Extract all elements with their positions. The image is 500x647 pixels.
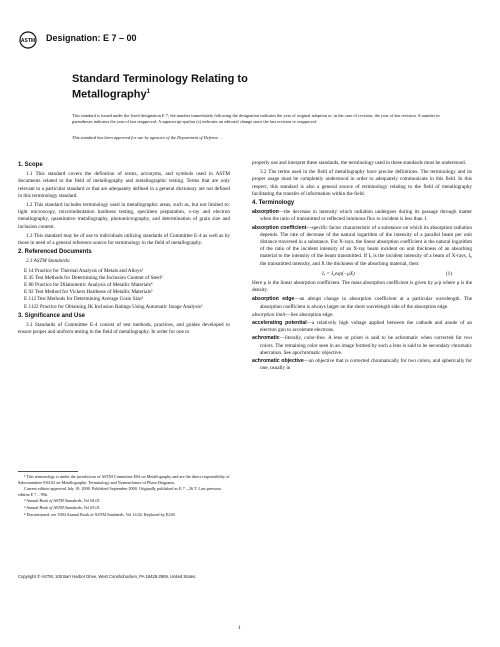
footnote: ¹ This terminology is under the jurisdiction of ASTM Committee E04 on Metallography and are the direct responsibility of Subcommittee E04.02 on Metallographic Terminology and Nomenclature of Phase Diagrams. xyxy=(18,474,230,485)
astm-standards-intro: 2.1 ASTM Standards: xyxy=(26,258,71,265)
copyright-line: Copyright © ASTM, 100 Barr Harbor Drive, West Conshohocken, PA 19428-2959, United States. xyxy=(18,574,197,579)
significance-heading: 3. Significance and Use xyxy=(18,312,86,319)
issuance-notice: This standard is issued under the fixed designation E 7; the number immediately following the designation indicates the year of original adoption or, in the case of revision, the year of last revision. A number in parentheses indicates the year of last reapproval. A superscript epsilon (ε) indicates an editorial change since the last revision or reapproval. xyxy=(72,113,440,124)
reference-item: E 80 Practice for Dilatometric Analysis of Metallic Materials⁴ xyxy=(24,282,153,289)
paragraph-1-2: 1.2 This standard includes terminology used in metallographic areas, such as, but not limited to: light microscopy, microindentation hardness testing, specimen preparation, x-ray and electron metallography, quantitative metallography, photomicrography, and determination of grain size and inclusion content. xyxy=(18,202,230,230)
term-name: achromatic xyxy=(252,335,280,342)
term-entry xyxy=(252,320,472,334)
title-footnote-mark: 1 xyxy=(146,89,150,95)
logo-text: ASTM xyxy=(20,38,36,44)
term-entry xyxy=(252,335,472,357)
referenced-documents-heading: 2. Referenced Documents xyxy=(18,249,92,256)
equation-row xyxy=(252,269,472,280)
document-title xyxy=(72,73,312,102)
term-definition: —an abrupt change in absorption coefficient at a particular wavelength. The absorption coefficient is always larger on the short wavelength side of the absorption edge. xyxy=(260,296,472,310)
footnotes xyxy=(18,474,230,518)
term-definition: —an objective that is corrected chromatically for two colors, and spherically for one, usually in xyxy=(260,358,472,372)
paragraph-1-1: 1.1 This standard covers the definition of terms, acronyms, and symbols used in ASTM documents related to the field of metallography and metallographic testing. Terms that are only relevant to a particular standard or that are adequately defined in a general dictionary are not defined in this terminology standard. xyxy=(18,171,230,199)
terminology-heading: 4. Terminology xyxy=(252,200,295,207)
term-name: absorption edge xyxy=(252,296,295,303)
footnote: ² Annual Book of ASTM Standards, Vol 04.01. xyxy=(24,498,101,504)
footnote-divider xyxy=(18,471,78,472)
title-text: Metallography xyxy=(72,88,147,101)
term-entry xyxy=(252,296,472,310)
term-definition: —specific factor characteristic of a substance on which its absorption radiation depends. The rate of decrease of the natural logarithm of the intensity of a parallel beam per unit distance traversed in a substance. For X-rays, the linear absorption coefficient is the natural logarithm of the ratio of the incident intensity of an X-ray beam incident on unit thickness of an absorbing material to the intensity of the beam transmitted. If Iₓ is the incident intensity of a beam of X-rays, I₀ the transmitted intensity, and X the thickness of the absorbing material, then: xyxy=(260,224,472,267)
term-entry xyxy=(252,225,472,268)
right-column xyxy=(252,160,472,373)
page-number: 1 xyxy=(238,625,241,631)
paragraph-3-1-continued: properly use and interpret these standards, the terminology used in these standards must be understood. xyxy=(252,160,467,166)
equation-explanation: Here μ is the linear absorption coefficient. The mass absorption coefficient is given by μ/ρ where ρ is the density. xyxy=(252,280,472,294)
term-name: absorption xyxy=(252,209,279,216)
term-definition: —the decrease in intensity which radiation undergoes during its passage through matter when the ratio of transmitted or reflected luminous flux to incident is less than 1. xyxy=(260,209,472,223)
equation: Iₓ = I₀exp(−μX) xyxy=(322,270,355,277)
reference-item: E 1122 Practice for Obtaining JK Inclusion Ratings Using Automatic Image Analysis³ xyxy=(24,303,203,310)
dod-approval-note: This standard has been approved for use by agencies of the Department of Defense. xyxy=(72,135,219,140)
paragraph-1-3: 1.3 This standard may be of use to individuals utilizing standards of Committee E-4 as well as by those in need of a general reference source for terminology in the field of metallography. xyxy=(18,232,230,247)
term-name: absorption coefficient xyxy=(252,224,307,231)
term-name: achromatic objective xyxy=(252,358,304,365)
paragraph-3-1: 3.1 Standards of Committee E-4 consist of test methods, practices, and guides developed to ensure proper and uniform testing in the field of metallography. In order for one to xyxy=(18,322,230,336)
footnote: ³ Annual Book of ASTM Standards, Vol 03.01. xyxy=(24,504,101,510)
term-definition: —literally, color-free. A lens or prism is said to be achromatic when corrected for two colors. The remaining color seen in an image formed by such a lens is said to be secondary chromatic aberration. See apochromatic objective. xyxy=(260,335,472,356)
reference-item: E 92 Test Method for Vickers Hardness of Metallic Materials³ xyxy=(24,289,153,296)
reference-item: E 45 Test Methods for Determining the Inclusion Content of Steel³ xyxy=(24,274,163,281)
left-column xyxy=(18,160,230,338)
title-line-2 xyxy=(72,86,312,102)
title-line-1: Standard Terminology Relating to xyxy=(72,73,248,85)
astm-logo xyxy=(18,31,38,49)
reference-item: E 112 Test Methods for Determining Average Grain Size³ xyxy=(24,296,144,303)
footnote: Current edition approved July 10, 2000. Published September 2000. Originally published as E 7 – 26 T. Last previous edition E 7 – 99b. xyxy=(18,486,222,497)
term-name: accelerating potential xyxy=(252,320,307,327)
paragraph-3-2: 3.2 The terms used in the field of metallography have precise definitions. The terminology and its proper usage must be completely understood in order to adequately communicate in this field. In this respect, this standard is also a general source of terminology relating to the field of metallography facilitating the transfer of information within the field. xyxy=(252,169,472,197)
term-entry xyxy=(252,358,472,372)
scope-heading: 1. Scope xyxy=(18,162,43,168)
term-name: absorption limit xyxy=(252,311,286,318)
equation-number: (1) xyxy=(445,270,452,277)
footnote: ⁴ Discontinued; see 1984 Annual Book of ASTM Standards, Vol 14.02. Replaced by E228. xyxy=(24,511,176,517)
term-entry xyxy=(252,312,472,319)
term-definition: —a relatively high voltage applied between the cathode and anode of an electron gun to accelerate electrons. xyxy=(260,320,472,334)
term-entry xyxy=(252,209,472,223)
designation: Designation: E 7 – 00 xyxy=(46,33,137,43)
reference-item: E 14 Practice for Thermal Analysis of Metals and Alloys² xyxy=(24,267,144,274)
term-definition: —See absorption edge. xyxy=(285,311,334,318)
